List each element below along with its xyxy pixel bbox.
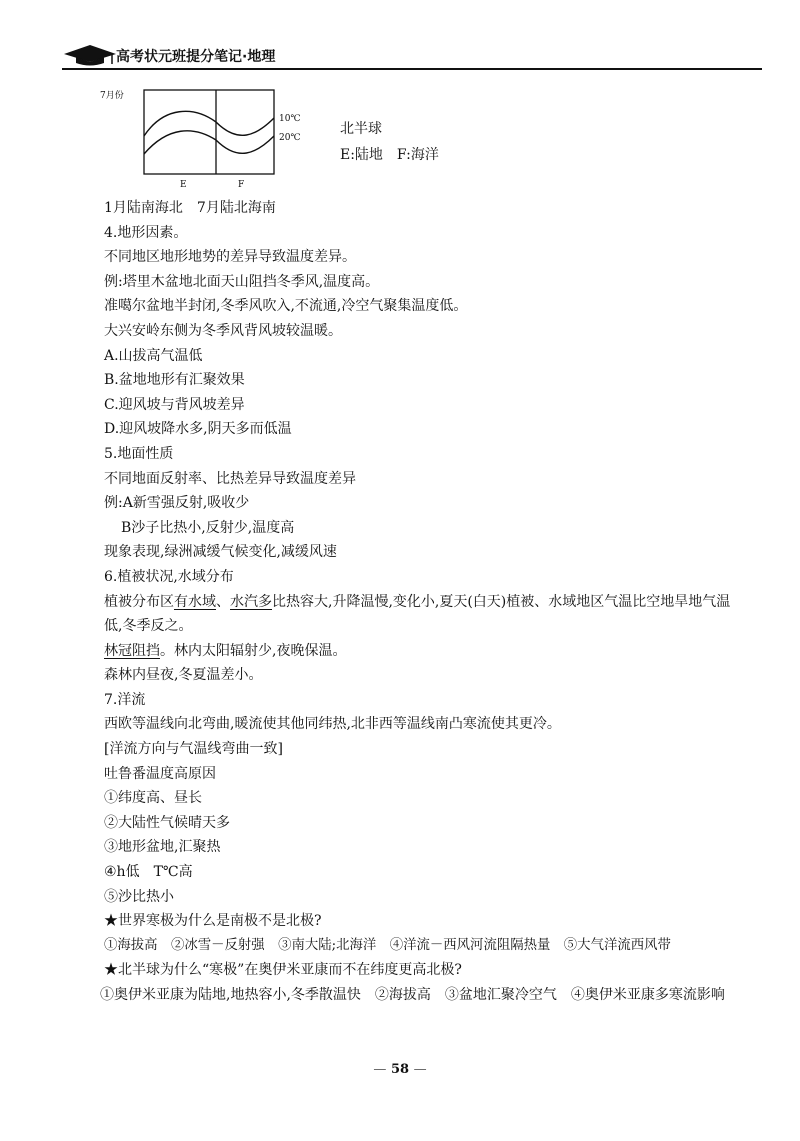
vegetation-paragraph xyxy=(104,590,744,639)
list-item: ①纬度高、昼长 xyxy=(104,790,202,807)
note-line: 准噶尔盆地半封闭,冬季风吹入,不流通,冷空气聚集温度低。 xyxy=(104,298,468,315)
question-line: ★北半球为什么“寒极”在奥伊米亚康而不在纬度更高北极? xyxy=(104,962,462,979)
underlined-text: 林冠阻挡 xyxy=(104,642,160,659)
note-line: 森林内昼夜,冬夏温差小。 xyxy=(104,667,263,684)
diagram-legend xyxy=(340,116,439,168)
note-line: 现象表现,绿洲减缓气候变化,减缓风速 xyxy=(104,544,337,561)
underlined-text: 水汽多 xyxy=(230,593,272,610)
x-label-e: E xyxy=(180,180,187,190)
veg-text: 植被分布区 xyxy=(104,593,174,610)
list-item: D.迎风坡降水多,阴天多而低温 xyxy=(104,421,292,438)
list-item: ②大陆性气候晴天多 xyxy=(104,814,230,831)
legend-hemisphere: 北半球 xyxy=(340,121,382,137)
section-heading: 7.洋流 xyxy=(104,691,146,708)
section-heading: 6.植被状况,水域分布 xyxy=(104,568,234,585)
answer-line: ①海拔高 ②冰雪－反射强 ③南大陆;北海洋 ④洋流－西风河流阻隔热量 ⑤大气洋流西风带 xyxy=(104,937,671,953)
page-number: 58 xyxy=(390,1062,410,1077)
list-item: C.迎风坡与背风坡差异 xyxy=(104,396,245,413)
note-line: 1月陆南海北 7月陆北海南 xyxy=(104,200,276,216)
canopy-line xyxy=(104,639,744,664)
canopy-text: 。林内太阳辐射少,夜晚保温。 xyxy=(160,642,347,659)
note-line: 大兴安岭东侧为冬季风背风坡较温暖。 xyxy=(104,322,342,339)
list-item: ③地形盆地,汇聚热 xyxy=(104,839,221,856)
graduation-cap-icon xyxy=(62,42,118,66)
x-label-f: F xyxy=(238,180,245,190)
note-line: 吐鲁番温度高原因 xyxy=(104,765,216,782)
bracket-note: [洋流方向与气温线弯曲一致] xyxy=(104,741,283,758)
question-line: ★世界寒极为什么是南极不是北极? xyxy=(104,913,322,930)
page-dash: — xyxy=(373,1062,387,1077)
page-dash: — xyxy=(413,1062,427,1077)
isotherm-diagram xyxy=(98,86,318,192)
iso-label-20: 20℃ xyxy=(279,133,301,143)
iso-label-10: 10℃ xyxy=(279,114,301,124)
diagram-month-label: 7月份 xyxy=(100,91,124,101)
header-title: 高考状元班提分笔记·地理 xyxy=(116,49,276,65)
list-item: B.盆地地形有汇聚效果 xyxy=(104,372,245,389)
list-item: A.山拔高气温低 xyxy=(104,347,203,364)
underlined-text: 有水域 xyxy=(174,593,216,610)
note-line: 例:A新雪强反射,吸收少 xyxy=(104,495,250,512)
note-line: B沙子比热小,反射少,温度高 xyxy=(121,519,295,536)
answer-paragraph: ①奥伊米亚康为陆地,地热容小,冬季散温快 ②海拔高 ③盆地汇聚冷空气 ④奥伊米亚康多寒流影响 xyxy=(100,987,725,1003)
page-number-footer xyxy=(0,1062,800,1077)
notes-body xyxy=(100,196,744,1008)
note-line: 不同地面反射率、比热差异导致温度差异 xyxy=(104,470,356,487)
note-line: 西欧等温线向北弯曲,暖流使其他同纬热,北非西等温线南凸寒流使其更冷。 xyxy=(104,716,561,733)
veg-text: 、 xyxy=(216,593,230,610)
section-heading: 4.地形因素。 xyxy=(104,224,188,241)
header-rule xyxy=(62,68,762,70)
note-line: 例:塔里木盆地北面天山阻挡冬季风,温度高。 xyxy=(104,273,380,290)
note-line: 不同地区地形地势的差异导致温度差异。 xyxy=(104,249,356,266)
isotherm-20 xyxy=(144,131,274,154)
list-item: ⑤沙比热小 xyxy=(104,888,174,905)
list-item: ④h低 T℃高 xyxy=(104,864,193,881)
veg-text: 比热容大,升降温慢,变化小,夏天(白天)植被、水域地区气温比空地旱地气温低,冬季反之。 xyxy=(104,593,731,635)
isotherm-10 xyxy=(144,111,274,136)
section-heading: 5.地面性质 xyxy=(104,445,174,462)
legend-key: E:陆地 F:海洋 xyxy=(340,147,439,163)
page-header xyxy=(62,40,762,72)
